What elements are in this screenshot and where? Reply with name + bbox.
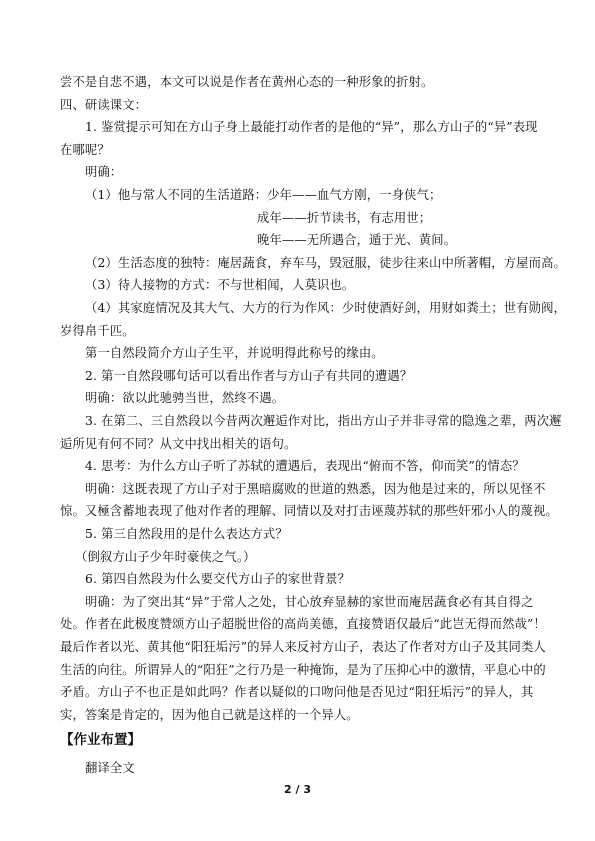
text-line: 第一自然段简介方山子生平，并说明得此称号的缘由。 [85, 346, 384, 361]
question-4: 4. 思考：为什么方山子听了苏轼的遭遇后，表现出“俯而不答，仰而笑”的情态？ [85, 459, 525, 474]
question-3: 3. 在第二、三自然段以今昔两次邂逅作对比，指出方山子并非寻常的隐逸之辈，两次邂 [85, 414, 562, 428]
text-line: 岁得帛千匹。 [60, 323, 135, 338]
list-item-continued: 晚年——无所遇合，遁于光、黄间。 [257, 233, 457, 248]
answer-2: 明确：欲以此驰骋当世，然终不遇。 [85, 391, 285, 406]
answer-6: 明确：为了突出其“异”于常人之处，甘心放弃显赫的家世而庵居蔬食必有其自得之 [85, 594, 534, 609]
text-line: 尝不是自悲不遇，本文可以说是作者在黄州心态的一种形象的折射。 [60, 75, 434, 89]
text-line: 矛盾。方山子不也正是如此吗？作者以疑似的口吻问他是否见过“阳狂垢污”的异人，其 [60, 685, 534, 700]
question-2: 2. 第一自然段哪句话可以看出作者与方山子有共同的遭遇？ [85, 368, 413, 383]
section-heading: 【作业布置】 [60, 732, 141, 749]
text-line: 最后作者以光、黄其他“阳狂垢污”的异人来反衬方山子，表达了作者对方山子及其同类人 [60, 640, 546, 654]
section-title: 四、研读课文： [60, 97, 148, 112]
text-line: 惊。又極含蓄地表现了他对作者的理解、同情以及对打击诬蔑苏轼的那些奸邪小人的蔑视。 [60, 504, 558, 519]
text-line: 处。作者在此极度赞颂方山子超脱世俗的高尚美德，直接赞语仅最后“此岂无得而然哉”！ [60, 617, 546, 632]
question-1: 1. 鉴赏提示可知在方山子身上最能打动作者的是他的“异”，那么方山子的“异”表现 [85, 120, 538, 135]
text-line: 逅所见有何不同？从文中找出相关的语句。 [60, 436, 297, 451]
text-line-last: 实，答案是肯定的，因为他自己就是这样的一个异人。 [60, 707, 359, 722]
page-number: 2 / 3 [284, 782, 311, 796]
question-5: 5. 第三自然段用的是什么表达方式？ [85, 527, 288, 541]
list-item-continued: 成年——折节读书，有志用世； [257, 210, 432, 225]
list-item: （2）生活态度的独特：庵居蔬食，弃车马，毁冠服，徒步往来山中所著帽，方屋而高。 [85, 255, 566, 270]
answer-label: 明确： [85, 165, 123, 180]
list-item: （1）他与常人不同的生活道路：少年——血气方刚，一身侠气； [85, 188, 442, 202]
text-line: 生活的向往。所谓异人的“阳狂”之行乃是一种掩饰，是为了压抑心中的激情，平息心中的 [60, 662, 546, 677]
list-item: （3）待人接物的方式：不与世相闻，人莫识也。 [85, 278, 355, 293]
homework-text: 翻译全文 [85, 761, 135, 775]
answer-5: （倒叙方山子少年时豪侠之气。） [75, 549, 256, 564]
question-6: 6. 第四自然段为什么要交代方山子的家世背景？ [85, 572, 351, 587]
text-line: 在哪呢？ [60, 142, 110, 157]
answer-4: 明确：这既表现了方山子对于黑暗腐败的世道的熟悉，因为他是过来的，所以见怪不 [85, 481, 546, 496]
list-item: （4）其家庭情况及其大气、大方的行为作风：少时使酒好剑，用财如粪土；世有勋阀， [85, 301, 566, 315]
